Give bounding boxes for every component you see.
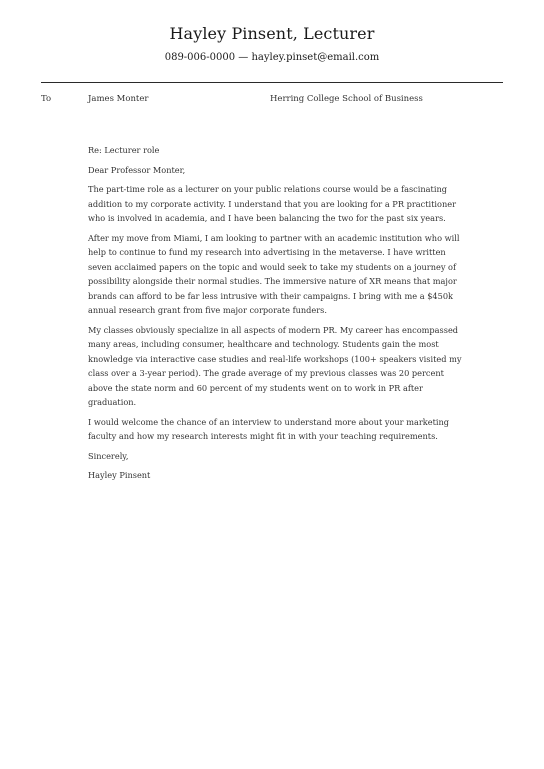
letter-subject: Re: Lecturer role (88, 145, 160, 155)
letter-header (0, 24, 544, 64)
letter-paragraph: My classes obviously specialize in all aspects of modern PR. My career has encompassed many areas, including consumer, healthcare and technology. Students gain the most knowledge via interactive case studies and real-life workshops (100+ speakers visited my class over a 3-year period). The grade average of my previous classes was 20 percent above the state norm and 60 percent of my students went on to work in PR after graduation. (88, 324, 462, 407)
letter-signature: Hayley Pinsent (88, 470, 151, 480)
sender-contact: 089-006-0000 — hayley.pinset@email.com (164, 52, 380, 63)
recipient-name: James Monter (88, 94, 149, 104)
recipient-organization: Herring College School of Business (270, 94, 423, 104)
letter-paragraph: After my move from Miami, I am looking to partner with an academic institution who will help to continue to fund my research into advertising in the metaverse. I have written seven acclaimed papers on the topic and would seek to take my students on a journey of possibility alongside their normal studies. The immersive nature of XR means that major brands can afford to be far less intrusive with their campaigns. I bring with me a $450k annual research grant from five major corporate funders. (88, 232, 460, 315)
recipient-label: To (41, 94, 52, 104)
header-divider (41, 82, 503, 83)
letter-salutation: Dear Professor Monter, (88, 164, 186, 175)
letter-body (88, 143, 462, 488)
letter-paragraph: The part-time role as a lecturer on your public relations course would be a fascinating addition to my corporate activity. I understand that you are looking for a PR practitioner who is involved in academia, and I have been balancing the two for the past six years. (88, 184, 456, 223)
letter-paragraph: I would welcome the chance of an interview to understand more about your marketing faculty and how my research interests might fit in with your teaching requirements. (88, 416, 449, 441)
sender-name: Hayley Pinsent, Lecturer (169, 24, 375, 43)
letter-closing: Sincerely, (88, 450, 129, 461)
